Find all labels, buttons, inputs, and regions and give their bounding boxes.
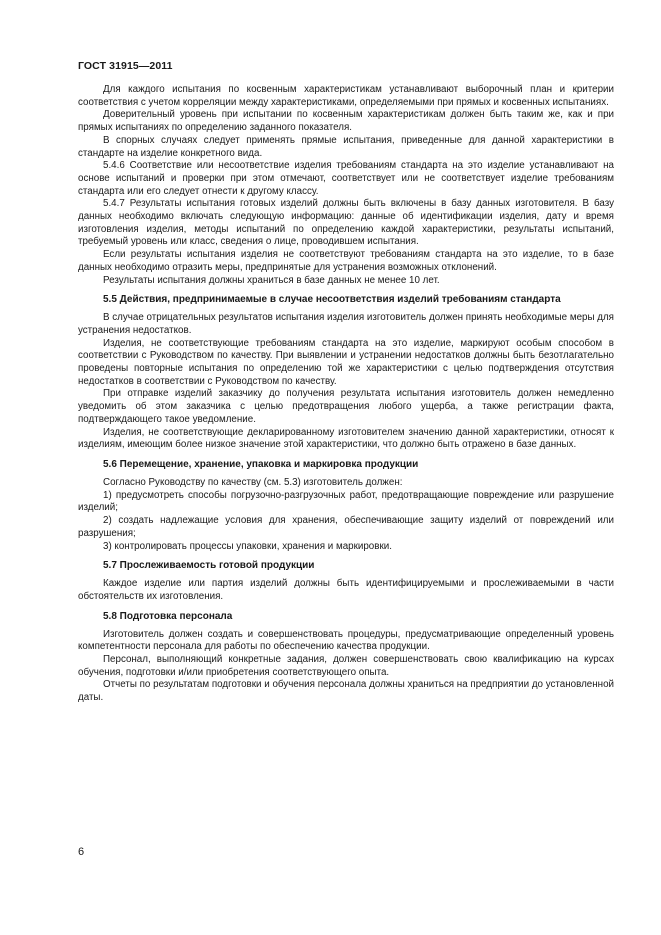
page-number: 6: [78, 846, 85, 858]
paragraph: Персонал, выполняющий конкретные задания, должен совершенствовать свою квалификацию на курсах обучения, подготовки и/или приобретения соответствующего опыта.: [78, 654, 614, 678]
paragraph: 5.4.6 Соответствие или несоответствие изделия требованиям стандарта на это изделие устанавливают на основе испытаний и проверки при этом отмечают, соответствует или не соответствует изделие требованиям стандарта или его следует отнести к другому классу.: [78, 160, 614, 197]
paragraph: Для каждого испытания по косвенным характеристикам устанавливают выборочный план и критерии соответствия с учетом корреляции между характеристиками, определяемыми при прямых и косвенных испытаниях.: [78, 84, 614, 108]
section-heading: 5.5 Действия, предпринимаемые в случае несоответствия изделий требованиям стандарта: [103, 294, 561, 306]
paragraph: 5.4.7 Результаты испытания готовых изделий должны быть включены в базу данных изготовителя. В базу данных необходимо включать следующую информацию: данные об идентификации изделия, дату и время изготовления изделия, методы испытаний по определению каждой характеристики, результаты испытаний, требуемый уровень или класс, сведения о лице, проводившем испытания.: [78, 198, 614, 248]
paragraph: Изделия, не соответствующие декларированному изготовителем значению данной характеристики, относят к изделиям, имеющим более низкое значение этой характеристики, что должно быть отражено в базе данных.: [78, 426, 614, 451]
document-header: ГОСТ 31915—2011: [78, 60, 173, 72]
list-item: 2) создать надлежащие условия для хранения, обеспечивающие защиту изделий от повреждений или разрушения;: [78, 515, 614, 539]
paragraph: Результаты испытания должны храниться в базе данных не менее 10 лет.: [103, 274, 440, 286]
paragraph: Отчеты по результатам подготовки и обучения персонала должны храниться на предприятии до установленной даты.: [78, 679, 614, 704]
paragraph: Каждое изделие или партия изделий должны быть идентифицируемыми и прослеживаемыми в части обстоятельств их изготовления.: [78, 578, 614, 602]
paragraph: Изготовитель должен создать и совершенствовать процедуры, предусматривающие определенный уровень компетентности персонала для работы по обеспечению качества продукции.: [78, 628, 614, 653]
paragraph: В случае отрицательных результатов испытания изделия изготовитель должен принять необходимые меры для устранения недостатков.: [78, 312, 614, 336]
paragraph: При отправке изделий заказчику до получения результата испытания изготовитель должен немедленно уведомить об этом заказчика с целью предотвращения любого ущерба, а также регистрации факта, подтверждающего такое уведомление.: [78, 388, 614, 425]
paragraph: В спорных случаях следует применять прямые испытания, приведенные для данной характеристики в стандарте на изделие конкретного вида.: [78, 134, 614, 159]
document-body: [78, 84, 614, 705]
section-heading: 5.6 Перемещение, хранение, упаковка и маркировка продукции: [103, 458, 419, 470]
list-item: 1) предусмотреть способы погрузочно-разгрузочных работ, предотвращающие повреждение или разрушение изделий;: [78, 489, 614, 514]
section-heading: 5.7 Прослеживаемость готовой продукции: [103, 560, 315, 572]
paragraph: Согласно Руководству по качеству (см. 5.3) изготовитель должен:: [103, 476, 403, 488]
section-heading: 5.8 Подготовка персонала: [103, 610, 233, 622]
paragraph: Если результаты испытания изделия не соответствуют требованиям стандарта на это изделие, то в базе данных необходимо отразить меры, предпринятые для устранения возможных отклонений.: [78, 249, 614, 273]
paragraph: Доверительный уровень при испытании по косвенным характеристикам должен быть таким же, как и при прямых испытаниях по определению заданного показателя.: [78, 109, 614, 134]
paragraph: Изделия, не соответствующие требованиям стандарта на это изделие, маркируют особым способом в соответствии с Руководством по качеству. При выявлении и устранении недостатков должны быть безотлагательно проведены повторные испытания по определению той же характеристики с целью подтверждения отсутствия недостатков в соответствии с Руководством по качеству.: [78, 337, 614, 387]
list-item: 3) контролировать процессы упаковки, хранения и маркировки.: [103, 540, 392, 552]
